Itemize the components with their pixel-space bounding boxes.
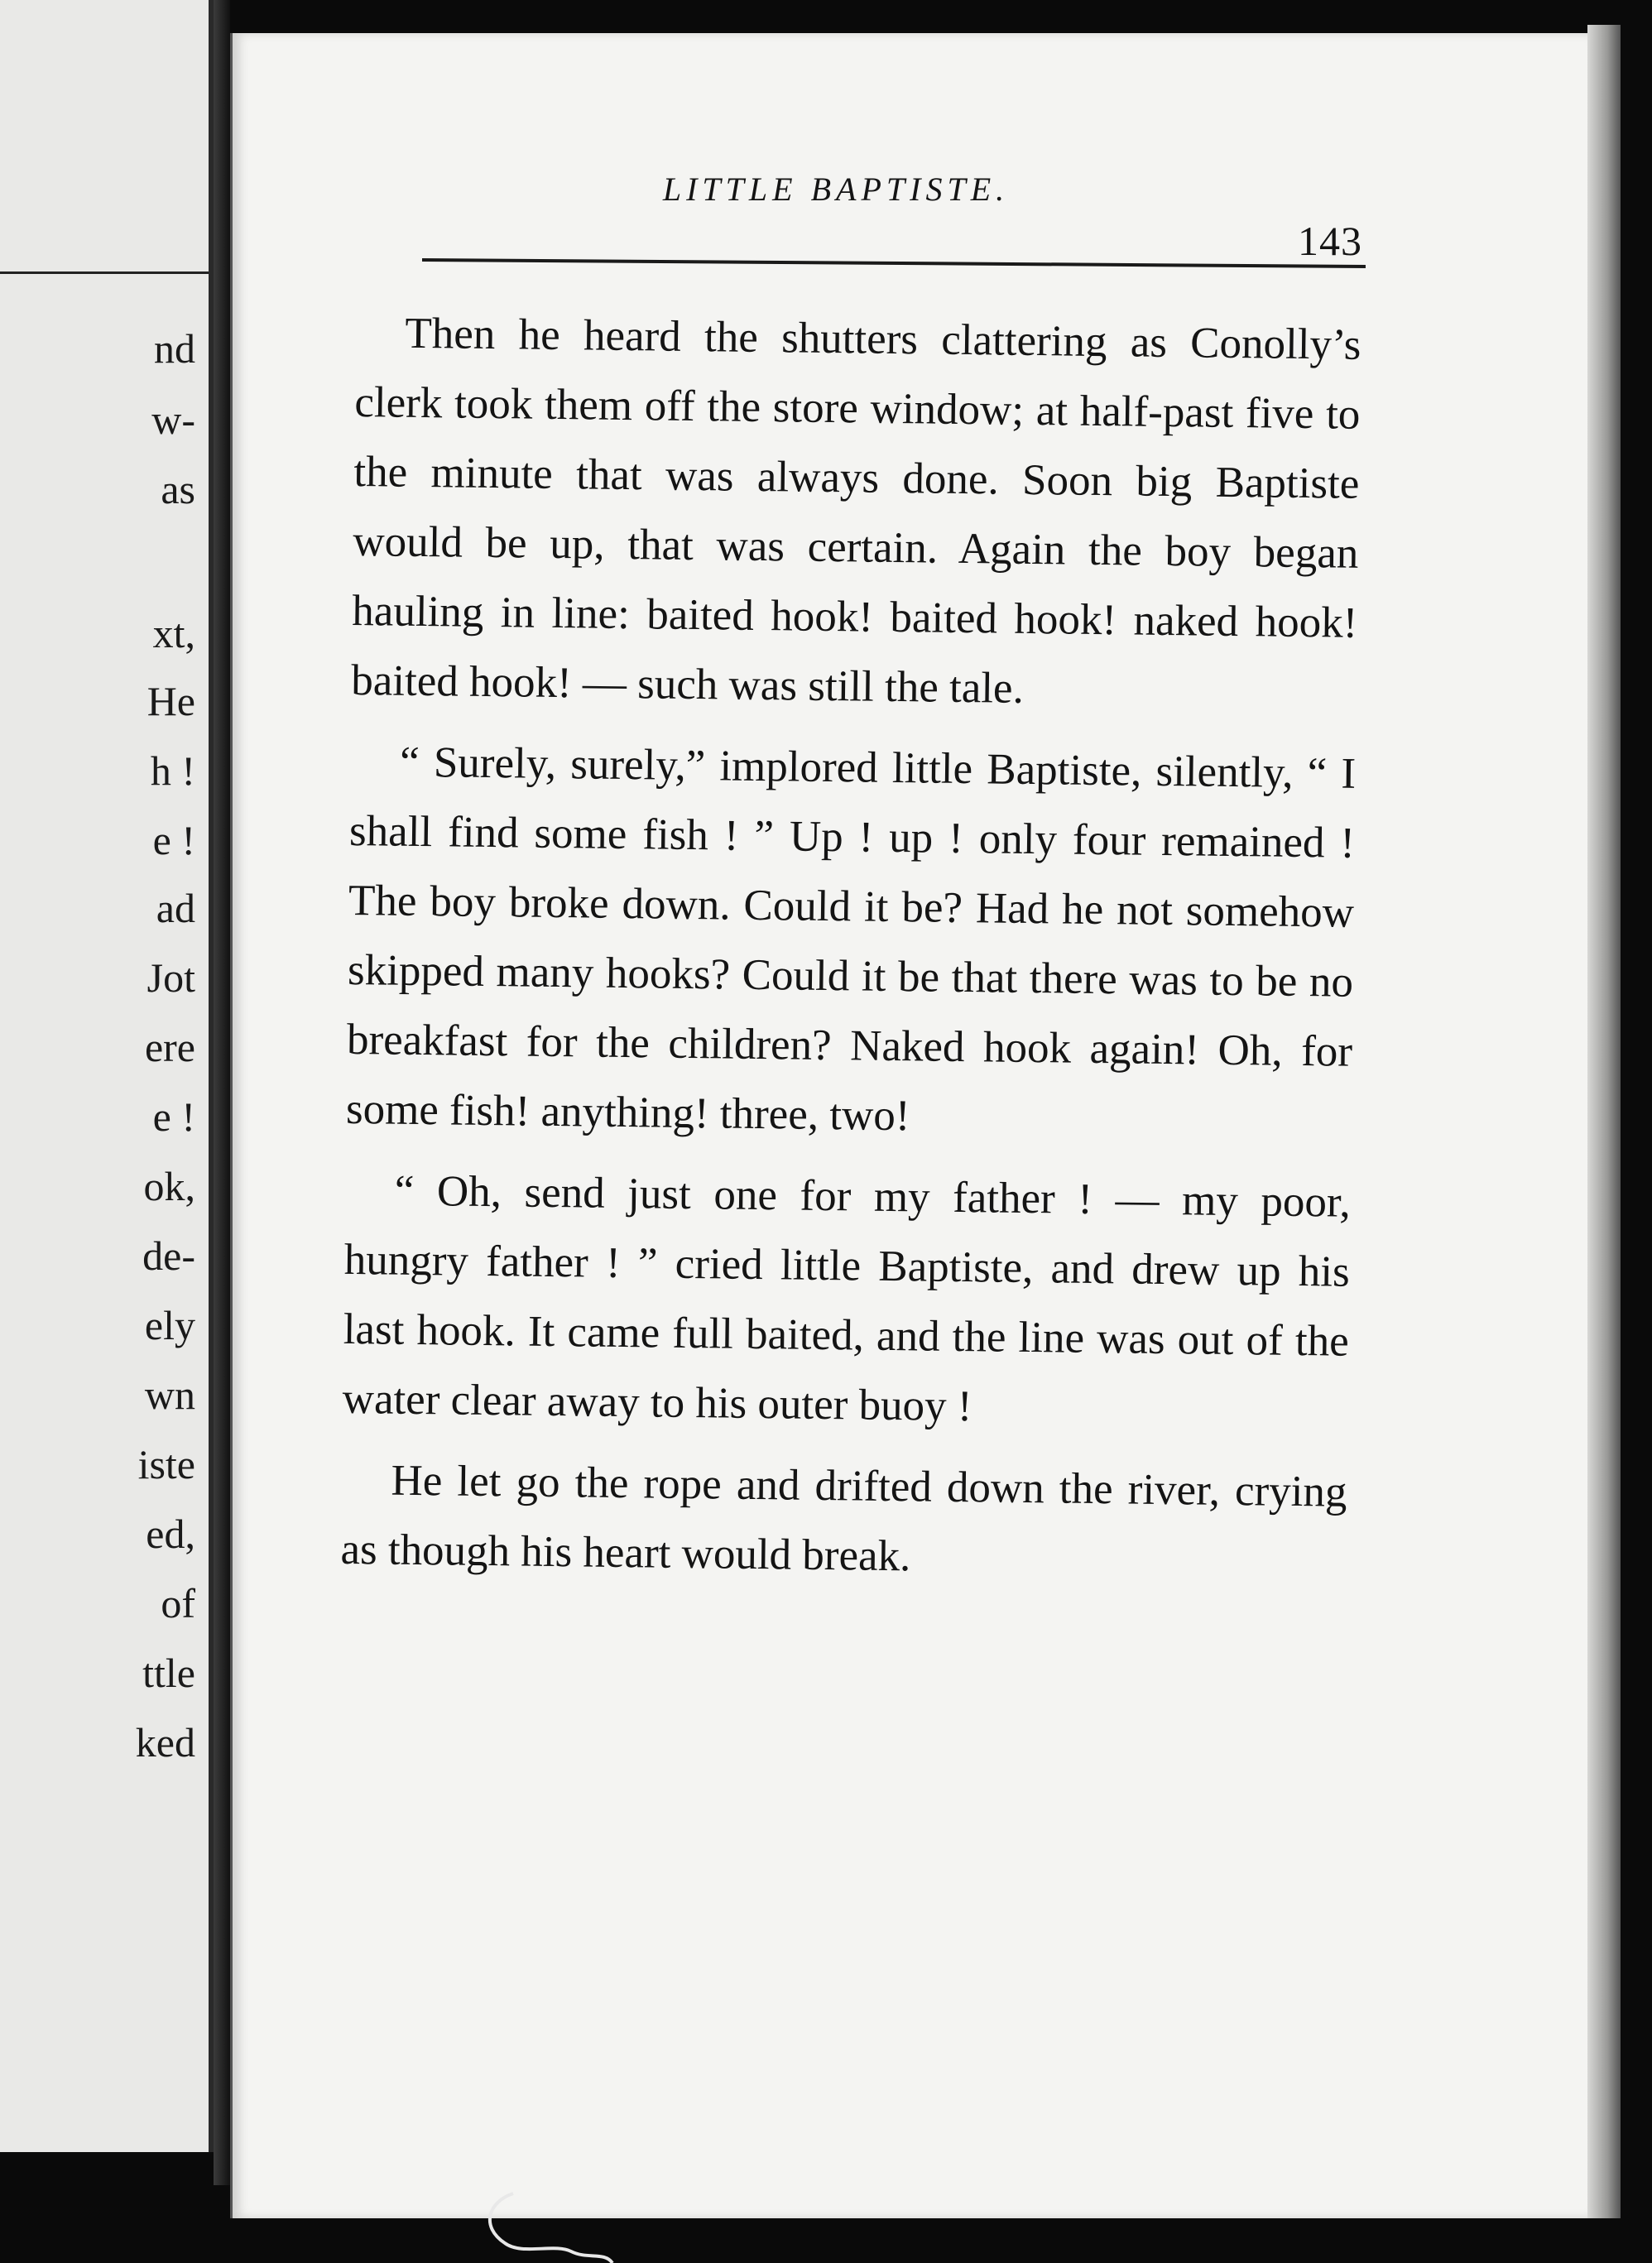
previous-page-line-fragment: as — [161, 466, 195, 512]
previous-page-line-fragment: de- — [142, 1232, 195, 1279]
paragraph: Then he heard the shutters clattering as Conolly’s clerk took them off the store window; at half-past five to the minute that was always done. Soon big Baptiste would be up, that was certain. Again the boy began hauling in line: baited hook! baited hook! naked hook! baited hook! — such was still the tale. — [351, 309, 1361, 713]
previous-page-line-fragment: ed, — [146, 1511, 195, 1557]
paragraph: “ Surely, surely,” implored little Baptiste, silently, “ I shall find some fish ! ” Up ! up ! only four remained ! The boy broke down. Could it be? Had he not somehow skipped many hooks? Could it be that there was to be no breakfast for the children? Naked hook again! Oh, for some fish! anything! three, two! — [345, 738, 1357, 1141]
previous-page-line-fragment: Jot — [146, 954, 195, 1001]
previous-page-fragment — [0, 0, 214, 2152]
previous-page-line-fragment: He — [146, 678, 195, 724]
previous-page-line-fragment: ad — [156, 885, 195, 931]
page-edge — [1587, 25, 1621, 2218]
previous-page-line-fragment: xt, — [152, 610, 195, 656]
page-number: 143 — [1298, 218, 1362, 264]
body-text — [340, 298, 1361, 1608]
previous-page-line-fragment: ked — [135, 1719, 195, 1766]
previous-page-line-fragment: w- — [151, 396, 195, 443]
previous-page-line-fragment: e ! — [152, 1093, 195, 1140]
previous-page-line-fragment: h ! — [150, 747, 195, 794]
previous-page-line-fragment: ere — [144, 1024, 195, 1070]
paragraph: He let go the rope and drifted down the river, crying as though his heart would break. — [340, 1456, 1347, 1581]
previous-page-line-fragment: ok, — [143, 1163, 195, 1209]
scribble-mark — [480, 2185, 646, 2263]
previous-page-line-fragment: iste — [137, 1441, 195, 1487]
previous-page-line-fragment: of — [161, 1580, 195, 1626]
previous-page-line-fragment: wn — [144, 1372, 195, 1418]
running-head: LITTLE BAPTISTE. — [662, 171, 1010, 208]
previous-page-line-fragment: e ! — [152, 817, 195, 863]
previous-page-line-fragment: ely — [144, 1302, 195, 1348]
previous-page-line-fragment: ttle — [142, 1650, 195, 1696]
previous-page-line-fragment: nd — [154, 325, 195, 372]
book-gutter — [214, 0, 230, 2185]
paragraph: “ Oh, send just one for my father ! — my poor, hungry father ! ” cried little Baptiste, and drew up his last hook. It came full baited, and the line was out of the water clear away to his outer buoy ! — [342, 1166, 1352, 1431]
previous-page-header-rule — [0, 271, 209, 274]
